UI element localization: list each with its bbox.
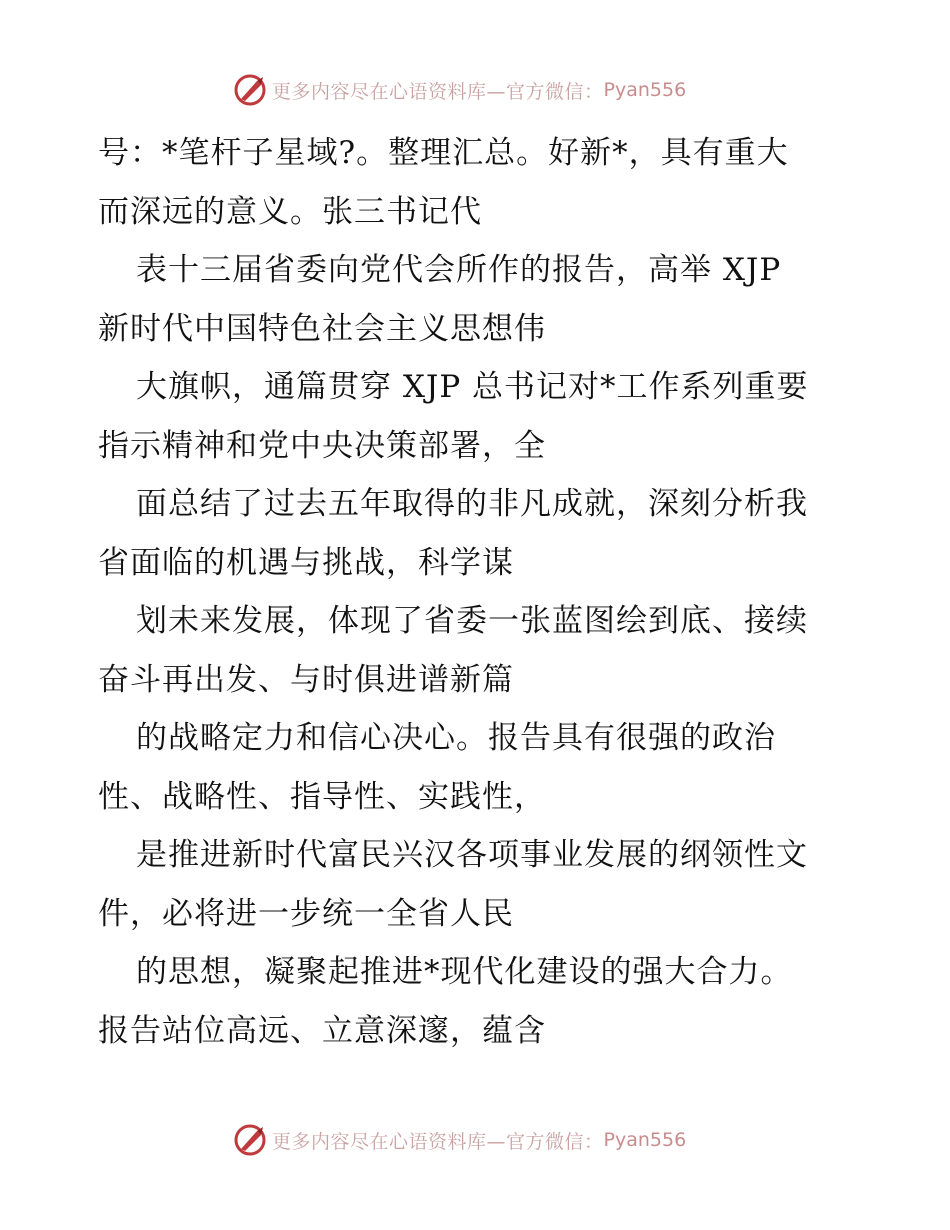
text-line: 省面临的机遇与挑战，科学谋	[98, 544, 514, 581]
text-line: 划未来发展，体现了省委一张蓝图绘到底、接续	[136, 603, 808, 639]
text-line: 指示精神和党中央决策部署，全	[98, 427, 546, 464]
text-line: 性、战略性、指导性、实践性，	[98, 778, 546, 815]
text-line: 报告站位高远、立意深邃，蕴含	[98, 1012, 546, 1049]
text-line: 面总结了过去五年取得的非凡成就，深刻分析我	[136, 486, 808, 522]
text-line: 新时代中国特色社会主义思想伟	[98, 310, 546, 347]
logo-icon	[232, 1122, 268, 1158]
watermark-account: Pyan556	[603, 79, 687, 101]
text-line: 而深远的意义。张三书记代	[98, 193, 482, 230]
text-line: 件，必将进一步统一全省人民	[98, 895, 514, 932]
text-line: 是推进新时代富民兴汉各项事业发展的纲领性文	[136, 837, 808, 873]
text-line: 的战略定力和信心决心。报告具有很强的政治	[136, 720, 776, 756]
text-line: 的思想，凝聚起推进*现代化建设的强大合力。	[136, 954, 793, 990]
document-body	[98, 124, 858, 1060]
watermark-footer	[232, 1120, 686, 1160]
logo-icon	[232, 72, 268, 108]
watermark-account: Pyan556	[603, 1129, 687, 1151]
watermark-text: 更多内容尽在心语资料库—官方微信：	[272, 1130, 604, 1153]
watermark-header	[232, 70, 686, 110]
text-line: 号：*笔杆子星域?。整理汇总。好新*，具有重大	[98, 135, 789, 171]
text-line: 奋斗再出发、与时俱进谱新篇	[98, 661, 514, 698]
text-line: 表十三届省委向党代会所作的报告，高举 XJP	[136, 252, 782, 288]
text-line: 大旗帜，通篇贯穿 XJP 总书记对*工作系列重要	[136, 369, 809, 405]
watermark-text: 更多内容尽在心语资料库—官方微信：	[272, 80, 604, 103]
